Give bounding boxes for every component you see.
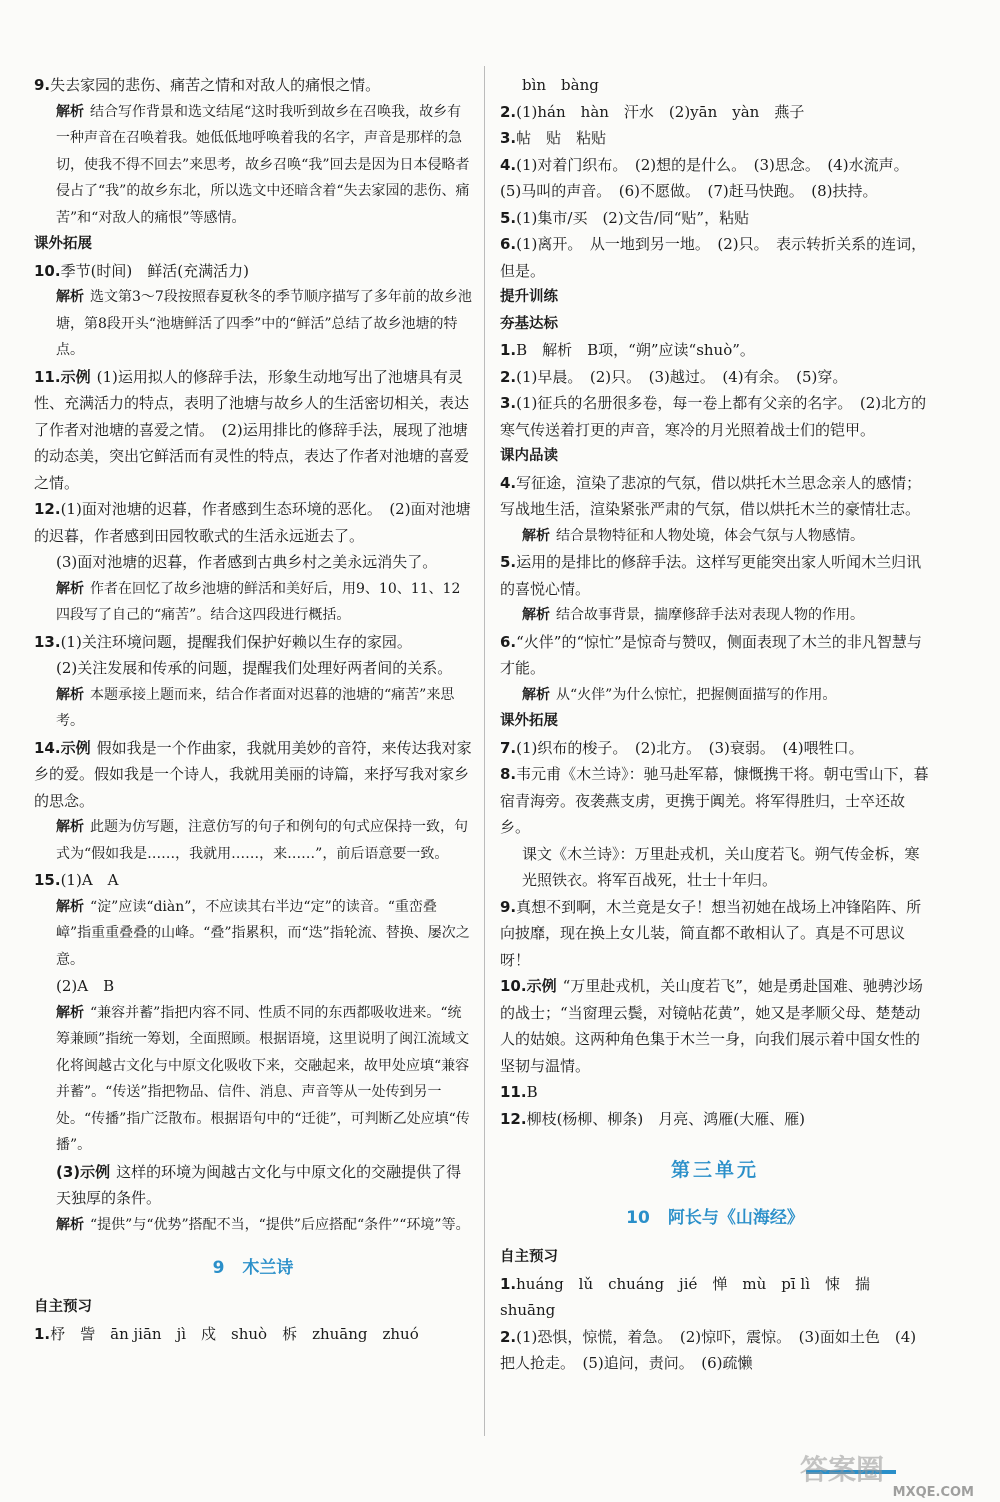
- analysis-text: [34, 99, 472, 232]
- item-text: 作者在回忆了故乡池塘的鲜活和美好后，用9、10、11、12四段写了自己的“痛苦”。结合这四段进行概括。: [56, 580, 461, 623]
- item-text: (1)运用拟人的修辞手法，形象生动地写出了池塘具有灵性、充满活力的特点，表明了池塘与故乡人的生活密切相关，表达了作者对池塘的喜爱之情。 (2)运用排比的修辞手法，展现了池塘的动态美，突出它鲜活而有灵性的特点，表达了作者对池塘的喜爱之情。: [34, 367, 470, 492]
- answer-item: [34, 1321, 472, 1348]
- item-text: 帖 贴 粘贴: [516, 129, 607, 147]
- item-number: 9.: [500, 897, 517, 916]
- item-text: 杼 訾 ān jiān jì 戍 shuò 柝 zhuāng zhuó: [50, 1324, 419, 1343]
- watermark-text: 答案圈: [800, 1453, 885, 1486]
- item-label: 解析: [56, 686, 84, 703]
- answer-item: [34, 973, 472, 1000]
- item-label: 解析: [56, 1004, 84, 1021]
- lesson-name: 木兰诗: [242, 1258, 294, 1278]
- item-text: 这样的环境为闽越古文化与中原文化的交融提供了得天独厚的条件。: [56, 1162, 462, 1207]
- item-text: 柳枝(杨柳、柳条) 月亮、鸿雁(大雁、雁): [526, 1109, 805, 1128]
- analysis-text: [500, 602, 930, 629]
- item-text: 真想不到啊，木兰竟是女子！想当初她在战场上冲锋陷阵、所向披靡，现在换上女儿装，简直都不敢相认了。真是不可思议呀！: [500, 897, 922, 969]
- item-label: 示例: [60, 738, 91, 757]
- answer-item: [500, 152, 930, 205]
- item-text: “火伴”的“惊忙”是惊奇与赞叹，侧面表现了木兰的非凡智慧与才能。: [500, 632, 922, 677]
- answer-item: [34, 496, 472, 549]
- lesson-number: 9: [212, 1258, 225, 1278]
- item-label: 解析: [56, 580, 84, 597]
- item-number: 11.: [500, 1083, 527, 1101]
- item-number: 3.: [500, 129, 517, 147]
- item-text: (1)面对池塘的迟暮，作者感到生态环境的恶化。 (2)面对池塘的迟暮，作者感到田园牧歌式的生活永远逝去了。: [34, 500, 471, 545]
- item-text: 运用的是排比的修辞手法。这样写更能突出家人听闻木兰归讯的喜悦心情。: [500, 553, 922, 598]
- lesson-number: 10: [626, 1208, 650, 1228]
- item-text: 结合写作背景和选文结尾“这时我听到故乡在召唤我，故乡有一种声音在召唤着我。她低低地呼唤着我的名字，声音是那样的急切，使我不得不回去”来思考，故乡召唤“我”回去是因为日本侵略者侵占了“我”的故乡东北，所以选文中还暗含着“失去家园的悲伤、痛苦”和“对敌人的痛恨”等感情。: [56, 103, 470, 226]
- lesson-title: [500, 1202, 930, 1234]
- item-number: 2.: [500, 367, 517, 386]
- item-label: 解析: [56, 898, 84, 915]
- answer-item: [500, 973, 930, 1079]
- item-text: “万里赴戎机，关山度若飞”，她是勇赴国难、驰骋沙场的战士；“当窗理云鬓，对镜帖花黄”，她又是孝顺父母、楚楚动人的姑娘。这两种角色集于木兰一身，向我们展示着中国女性的坚韧与温情。: [500, 977, 923, 1075]
- item-number: 11.: [34, 367, 61, 386]
- item-number: 6.: [500, 235, 517, 253]
- answer-item: [34, 72, 472, 99]
- item-text: (2)A B: [56, 977, 115, 995]
- item-text: B 解析 B项，“朔”应读“shuò”。: [516, 341, 755, 359]
- section-heading: 自主预习: [500, 1249, 558, 1265]
- answer-item: [34, 629, 472, 656]
- item-number: 9.: [34, 76, 51, 94]
- watermark-url: MXQE.COM: [892, 1485, 974, 1500]
- item-label: 解析: [522, 686, 550, 703]
- item-text: (1)离开。 从一地到另一地。 (2)只。 表示转折关系的连词，但是。: [500, 235, 927, 280]
- answer-item: [500, 390, 930, 443]
- answer-item: [34, 1159, 472, 1212]
- item-text: B: [526, 1083, 538, 1101]
- item-text: (1)早晨。 (2)只。 (3)越过。 (4)有余。 (5)穿。: [516, 367, 848, 386]
- answer-item: [500, 72, 930, 99]
- item-label: 解析: [56, 289, 84, 305]
- section-heading: 提升训练: [500, 289, 558, 305]
- lesson-title: [34, 1252, 472, 1284]
- analysis-text: [34, 1000, 472, 1159]
- section-heading: 课外拓展: [500, 713, 558, 729]
- item-text: “兼容并蓄”指把内容不同、性质不同的东西都吸收进来。“统筹兼顾”指统一筹划，全面照顾。根据语境，这里说明了闽江流域文化将闽越古文化与中原文化吸收下来，交融起来，故甲处应填“兼容并蓄”。“传送”指把物品、信件、消息、声音等从一处传到另一处。“传播”指广泛散布。根据语句中的“迁徙”，可判断乙处应填“传播”。: [56, 1004, 470, 1153]
- item-text: (1)征兵的名册很多卷，每一卷上都有父亲的名字。 (2)北方的寒气传送着打更的声音，寒冷的月光照着战士们的铠甲。: [500, 394, 927, 439]
- item-label: 解析: [56, 103, 84, 120]
- item-text: (1)hán hàn 汗水 (2)yān yàn 燕子: [516, 102, 805, 121]
- item-text: 此题为仿写题，注意仿写的句子和例句的句式应保持一致，句式为“假如我是……，我就用……，来……”，前后语意要一致。: [56, 819, 468, 862]
- analysis-text: [34, 284, 472, 364]
- item-text: (1)集市/买 (2)文告/同“贴”，粘贴: [516, 208, 750, 227]
- item-text: 季节(时间) 鲜活(充满活力): [60, 261, 249, 280]
- right-column: [500, 72, 930, 1377]
- item-number: 1.: [500, 341, 517, 359]
- item-label: 解析: [56, 1216, 84, 1233]
- item-number: 10.: [500, 977, 527, 995]
- answer-item: [500, 125, 930, 152]
- item-text: (1)A A: [60, 871, 119, 889]
- item-text: (1)关注环境问题，提醒我们保护好赖以生存的家园。: [60, 632, 412, 651]
- item-text: 本题承接上题而来，结合作者面对迟暮的池塘的“痛苦”来思考。: [56, 686, 455, 729]
- item-number: 6.: [500, 632, 517, 651]
- item-number: 12.: [34, 500, 61, 518]
- column-divider: [484, 66, 485, 1436]
- answer-item: [500, 231, 930, 284]
- item-text: 课文《木兰诗》：万里赴戎机，关山度若飞。朔气传金柝，寒光照铁衣。将军百战死，壮士十年归。: [522, 844, 920, 889]
- answer-item: [34, 258, 472, 285]
- item-number: 5.: [500, 553, 517, 571]
- lesson-name: 阿长与《山海经》: [667, 1208, 804, 1228]
- item-number: 5.: [500, 208, 517, 227]
- item-number: 4.: [500, 155, 517, 174]
- answer-item: [500, 364, 930, 391]
- item-number: 12.: [500, 1109, 527, 1128]
- item-number: 3.: [500, 394, 517, 412]
- item-label: 示例: [60, 367, 91, 386]
- answer-item: [500, 735, 930, 762]
- answer-item: [500, 99, 930, 126]
- answer-item: [500, 549, 930, 602]
- item-number: 7.: [500, 738, 517, 757]
- item-label: (3)示例: [56, 1162, 111, 1181]
- item-number: 1.: [34, 1324, 51, 1343]
- section-heading: 课外拓展: [34, 236, 92, 252]
- item-text: “淀”应读“diàn”，不应读其右半边“定”的读音。“重峦叠嶂”指重重叠叠的山峰。“叠”指累积，而“迭”指轮流、替换、屡次之意。: [56, 898, 470, 968]
- item-text: 从“火伴”为什么惊忙，把握侧面描写的作用。: [556, 686, 837, 703]
- item-number: 10.: [34, 261, 61, 280]
- item-text: (2)关注发展和传承的问题，提醒我们处理好两者间的关系。: [56, 659, 453, 677]
- answer-item: [34, 549, 472, 576]
- analysis-text: [500, 523, 930, 550]
- item-label: 解析: [56, 819, 84, 835]
- item-number: 1.: [500, 1274, 517, 1293]
- analysis-text: [34, 682, 472, 735]
- analysis-text: [34, 576, 472, 629]
- item-number: 13.: [34, 632, 61, 651]
- answer-item: [500, 470, 930, 523]
- answer-item: [34, 735, 472, 815]
- section-heading: 夯基达标: [500, 315, 558, 332]
- unit-title: 第三单元: [670, 1159, 759, 1181]
- item-text: 结合景物特征和人物处境，体会气氛与人物感情。: [556, 527, 864, 544]
- answer-item: [34, 867, 472, 894]
- answer-item: [500, 337, 930, 364]
- answer-item: [500, 1106, 930, 1133]
- item-label: 解析: [522, 527, 550, 544]
- item-text: 韦元甫《木兰诗》：驰马赴军幕，慷慨携干将。朝屯雪山下，暮宿青海旁。夜袭燕支虏，更携于阗羌。将军得胜归，士卒还故乡。: [500, 765, 929, 836]
- item-text: “提供”与“优势”搭配不当，“提供”后应搭配“条件”“环境”等。: [90, 1216, 470, 1233]
- left-column: [34, 72, 472, 1347]
- answer-item: [500, 894, 930, 974]
- answer-item: [500, 841, 930, 894]
- answer-item: [500, 1271, 930, 1324]
- item-label: 示例: [526, 977, 557, 995]
- answer-item: [34, 655, 472, 682]
- item-label: 解析: [522, 607, 550, 623]
- item-number: 15.: [34, 871, 61, 889]
- item-text: 选文第3～7段按照春夏秋冬的季节顺序描写了多年前的故乡池塘，第8段开头“池塘鲜活了四季”中的“鲜活”总结了故乡池塘的特点。: [56, 289, 472, 358]
- answer-item: [500, 629, 930, 682]
- item-text: 失去家园的悲伤、痛苦之情和对敌人的痛恨之情。: [50, 76, 381, 94]
- answer-item: [34, 364, 472, 497]
- analysis-text: [34, 814, 472, 867]
- answer-item: [500, 1079, 930, 1106]
- answer-item: [500, 1324, 930, 1377]
- section-heading: 自主预习: [34, 1299, 92, 1315]
- item-number: 4.: [500, 473, 517, 492]
- item-text: 结合故事背景，揣摩修辞手法对表现人物的作用。: [556, 607, 864, 623]
- answer-item: [500, 761, 930, 841]
- analysis-text: [34, 894, 472, 974]
- item-text: huáng lǔ chuáng jié 惮 mù pī lì 悚 揣 shuāng: [500, 1274, 886, 1319]
- item-text: bìn bàng: [522, 76, 599, 94]
- item-text: (1)织布的梭子。 (2)北方。 (3)衰弱。 (4)喂牲口。: [516, 738, 864, 757]
- item-number: 2.: [500, 1327, 517, 1346]
- item-text: (3)面对池塘的迟暮，作者感到古典乡村之美永远消失了。: [56, 553, 438, 571]
- item-text: 写征途，渲染了悲凉的气氛，借以烘托木兰思念亲人的感情；写战地生活，渲染紧张严肃的气氛，借以烘托木兰的豪情壮志。: [500, 473, 922, 518]
- item-text: (1)对着门织布。 (2)想的是什么。 (3)思念。 (4)水流声。 (5)马叫的声音。 (6)不愿做。 (7)赶马快跑。 (8)扶持。: [500, 155, 917, 200]
- item-number: 8.: [500, 765, 517, 783]
- item-number: 14.: [34, 738, 61, 757]
- analysis-text: [34, 1212, 472, 1239]
- item-text: 假如我是一个作曲家，我就用美妙的音符，来传达我对家乡的爱。假如我是一个诗人，我就用美丽的诗篇，来抒写我对家乡的思念。: [34, 738, 472, 810]
- watermark-logo: [800, 1448, 980, 1500]
- item-number: 2.: [500, 102, 517, 121]
- analysis-text: [500, 682, 930, 709]
- section-heading: 课内品读: [500, 448, 558, 464]
- answer-item: [500, 205, 930, 232]
- item-text: (1)恐惧，惊慌，着急。 (2)惊吓，震惊。 (3)面如土色 (4)把人抢走。 (5)追问，责问。 (6)疏懒: [500, 1327, 917, 1372]
